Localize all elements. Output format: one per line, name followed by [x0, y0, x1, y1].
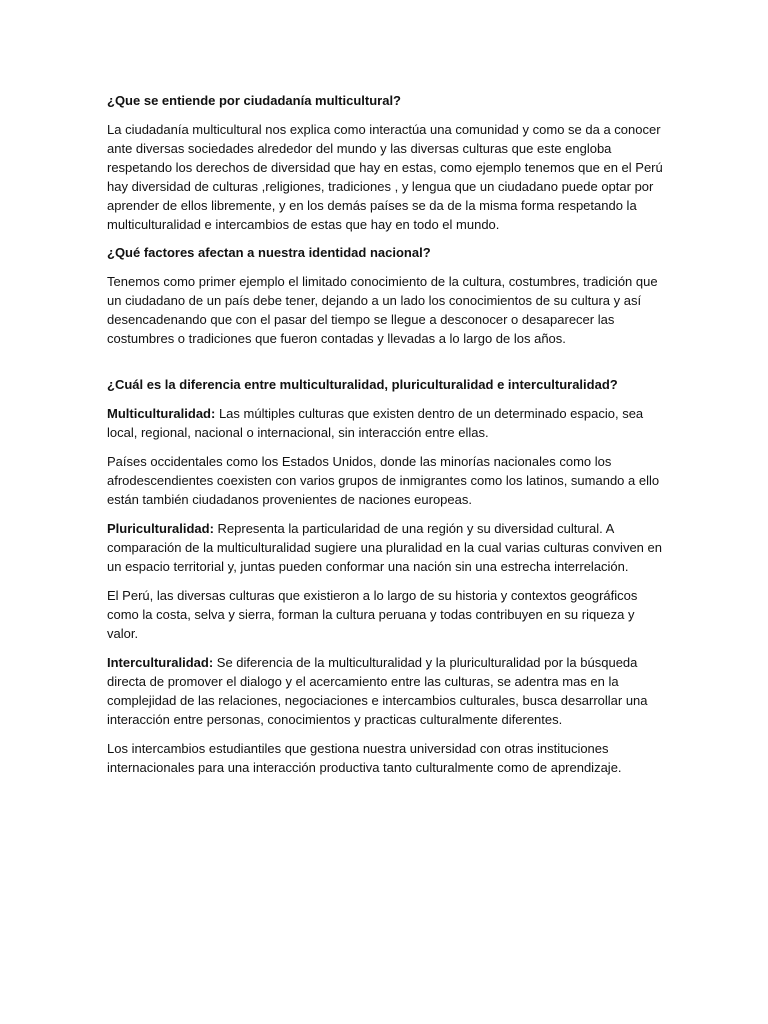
definition-multiculturalidad: Las múltiples culturas que existen dentro de un determinado espacio, sea local, regional, nacional o internacional, sin interacción entre ellas. — [107, 406, 644, 440]
paragraph-pluriculturalidad-example: El Perú, las diversas culturas que existieron a lo largo de su historia y contextos geográficos como la costa, selva y sierra, forman la cultura peruana y todas contribuyen en su riqueza y valor. — [107, 588, 638, 641]
paragraph-citizenship: La ciudadanía multicultural nos explica como interactúa una comunidad y como se da a conocer ante diversas sociedades alrededor del mundo y las diversas culturas que este engloba respetando los derechos de diversidad que hay en estas, como ejemplo tenemos que en el Perú hay diversidad de culturas ,religiones, tradiciones , y lengua que un ciudadano puede optar por aprender de ellos libremente, y en los demás países se da de la misma forma respetando la multiculturalidad e intercambios de estas que hay en todo el mundo. — [107, 122, 663, 232]
question-heading-citizenship: ¿Que se entiende por ciudadanía multicultural? — [107, 93, 401, 108]
document-page — [107, 92, 667, 787]
question-heading-identity: ¿Qué factores afectan a nuestra identidad nacional? — [107, 245, 431, 260]
term-multiculturalidad: Multiculturalidad: — [107, 406, 216, 421]
definition-pluriculturalidad: Representa la particularidad de una región y su diversidad cultural. A comparación de la multiculturalidad sugiere una pluralidad en la cual varias culturas conviven en un espacio territorial y, juntas pueden conformar una nación sin una estrecha interrelación. — [107, 521, 662, 574]
paragraph-identity: Tenemos como primer ejemplo el limitado conocimiento de la cultura, costumbres, tradición que un ciudadano de un país debe tener, dejando a un lado los conocimientos de su cultura y así desencadenando que con el pasar del tiempo se llegue a desconocer o desaparecer las costumbres o tradiciones que fueron contadas y llevadas a lo largo de los años. — [107, 274, 658, 346]
definition-interculturalidad: Se diferencia de la multiculturalidad y la pluriculturalidad por la búsqueda directa de promover el dialogo y el acercamiento entre las culturas, se adentra mas en la complejidad de las relaciones, negociaciones e intercambios culturales, busca desarrollar una interacción entre personas, conocimientos y practicas culturalmente diferentes. — [107, 655, 648, 727]
paragraph-interculturalidad-example: Los intercambios estudiantiles que gestiona nuestra universidad con otras instituciones internacionales para una interacción productiva tanto culturalmente como de aprendizaje. — [107, 741, 622, 775]
paragraph-pluriculturalidad — [107, 519, 667, 576]
paragraph-multiculturalidad — [107, 404, 667, 442]
paragraph-multiculturalidad-example: Países occidentales como los Estados Unidos, donde las minorías nacionales como los afrodescendientes coexisten con varios grupos de inmigrantes como los latinos, sumando a ello están también ciudadanos provenientes de naciones europeas. — [107, 454, 660, 507]
term-pluriculturalidad: Pluriculturalidad: — [107, 521, 214, 536]
term-interculturalidad: Interculturalidad: — [107, 655, 214, 670]
question-heading-difference: ¿Cuál es la diferencia entre multiculturalidad, pluriculturalidad e interculturalidad? — [107, 377, 618, 392]
spacer — [107, 358, 667, 376]
paragraph-interculturalidad — [107, 653, 667, 729]
